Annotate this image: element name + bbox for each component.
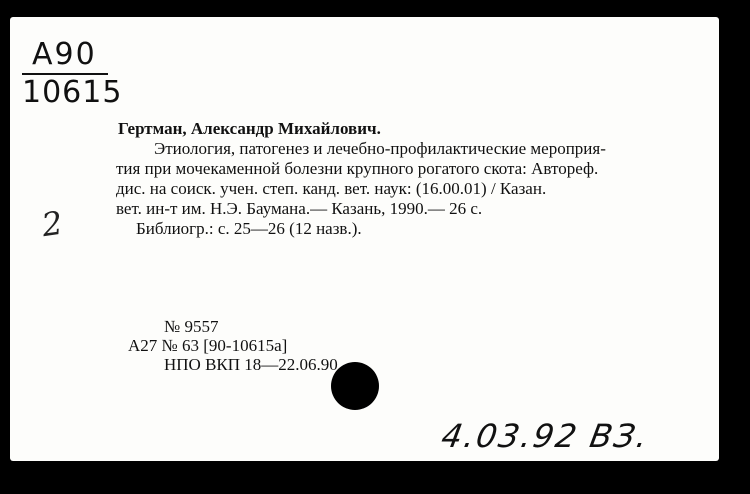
punch-hole	[331, 362, 379, 410]
card-metadata	[128, 317, 338, 374]
handwritten-mark: 2	[39, 203, 65, 245]
catalog-card	[10, 17, 719, 461]
call-number-bottom: 10615	[22, 75, 123, 110]
author-heading: Гертман, Александр Михайлович.	[118, 119, 381, 138]
call-number	[22, 37, 123, 110]
call-number-top: А90	[32, 37, 97, 72]
entry-line: вет. ин-т им. Н.Э. Баумана.— Казань, 1990.— 26 с.	[116, 199, 483, 218]
record-number: № 9557	[164, 317, 219, 336]
bibliographic-entry	[116, 119, 696, 239]
shelf-code: А27 № 63 [90-10615а]	[128, 336, 288, 355]
entry-line: дис. на соиск. учен. степ. канд. вет. наук: (16.00.01) / Казан.	[116, 179, 547, 198]
entry-line: тия при мочекаменной болезни крупного рогатого скота: Автореф.	[116, 159, 599, 178]
registration-code: НПО ВКП 18—22.06.90	[164, 355, 338, 374]
entry-line: Этиология, патогенез и лечебно-профилактические мероприя-	[154, 139, 606, 158]
bibliography-note: Библиогр.: с. 25—26 (12 назв.).	[136, 219, 362, 238]
handwritten-date: 4.03.92 ВЗ.	[438, 417, 653, 455]
